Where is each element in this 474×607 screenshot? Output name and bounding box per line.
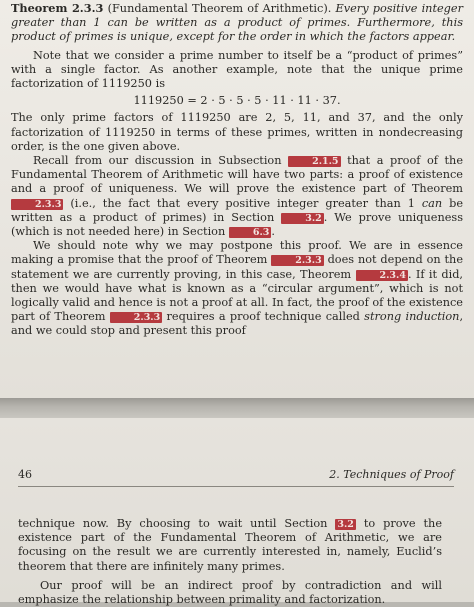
para3-emph: can <box>421 196 443 210</box>
text-block-top <box>11 1 463 339</box>
ref-link-section[interactable]: 3.2 <box>281 213 324 224</box>
text-block-bottom <box>18 517 442 607</box>
para4-emph: strong induction <box>364 310 460 324</box>
equation: 1119250 = 2 · 5 · 5 · 5 · 11 · 11 · 37. <box>133 94 341 108</box>
para3-text-1: Recall from our discussion in Subsection <box>33 154 282 168</box>
paragraph-5 <box>18 517 442 574</box>
para5-text-1: technique now. By choosing to wait until Section <box>18 517 328 530</box>
running-header <box>18 470 454 487</box>
paragraph-1: Note that we consider a prime number to itself be a “product of primes” with a single factor. As another example, note that the unique prime factorization of 1119250 is <box>11 48 463 91</box>
para4-text-4: requires a proof technique called <box>166 310 360 324</box>
page-number: 46 <box>18 468 32 481</box>
paragraph-2: The only prime factors of 1119250 are 2, 5, 11, and 37, and the only factorization of 1119250 in terms of these primes, written in nondecreasing order, is the one given above. <box>11 111 463 153</box>
paragraph-4 <box>11 239 463 338</box>
para3-text-4: be written as a product of primes) in Section <box>11 196 464 224</box>
para4-text-1: We should note why we may postpone this proof. We are in essence making a promise that the proof of Theorem <box>11 239 463 267</box>
ref-link-theorem[interactable]: 2.3.3 <box>11 199 63 210</box>
para3-text-6: . <box>271 225 275 239</box>
para5-text-2: to prove the existence part of the Fundamental Theorem of Arithmetic, we are focusing on the result we are currently interested in, namely, Euclid’s theorem that there are infinitely many primes. <box>18 517 443 573</box>
paragraph-3 <box>11 154 463 239</box>
ref-link-section[interactable]: 3.2 <box>337 519 354 530</box>
theorem-name: (Fundamental Theorem of Arithmetic). <box>107 2 332 15</box>
ref-link-theorem[interactable]: 2.3.3 <box>271 255 323 266</box>
chapter-title: 2. Techniques of Proof <box>329 468 454 481</box>
paragraph-6: Our proof will be an indirect proof by contradiction and will emphasize the relationship between primality and factorization. <box>18 578 442 607</box>
para4-text-3: . If it did, then we would have what is known as a “circular argument”, which is not logically valid and hence is not a proof at all. In fact, the proof of the existence part of Theorem <box>11 267 464 324</box>
theorem-statement <box>11 1 463 45</box>
ref-link-section[interactable]: 6.3 <box>229 227 272 238</box>
page-gap <box>0 398 474 418</box>
ref-link-subsection[interactable]: 2.1.5 <box>288 156 340 167</box>
ref-link-theorem[interactable]: 2.3.3 <box>110 312 162 323</box>
ref-link-theorem[interactable]: 2.3.4 <box>356 270 408 281</box>
theorem-head: Theorem 2.3.3 <box>11 1 104 15</box>
para4-text-2: does not depend on the statement we are currently proving, in this case, Theorem <box>11 253 464 281</box>
theorem-body: Every positive integer greater than 1 can be written as a product of primes. Furthermore, this product of primes is unique, except for the order in which the factors appear. <box>11 2 463 44</box>
para4-text-5: , and we could stop and present this proof <box>11 310 464 338</box>
para3-text-3: (i.e., the fact that every positive integer greater than 1 <box>70 196 415 210</box>
para3-text-5: . We prove uniqueness (which is not needed here) in Section <box>11 210 463 239</box>
para3-text-2: that a proof of the Fundamental Theorem of Arithmetic will have two parts: a proof of existence and a proof of uniqueness. We will prove the existence part of Theorem <box>11 154 464 196</box>
